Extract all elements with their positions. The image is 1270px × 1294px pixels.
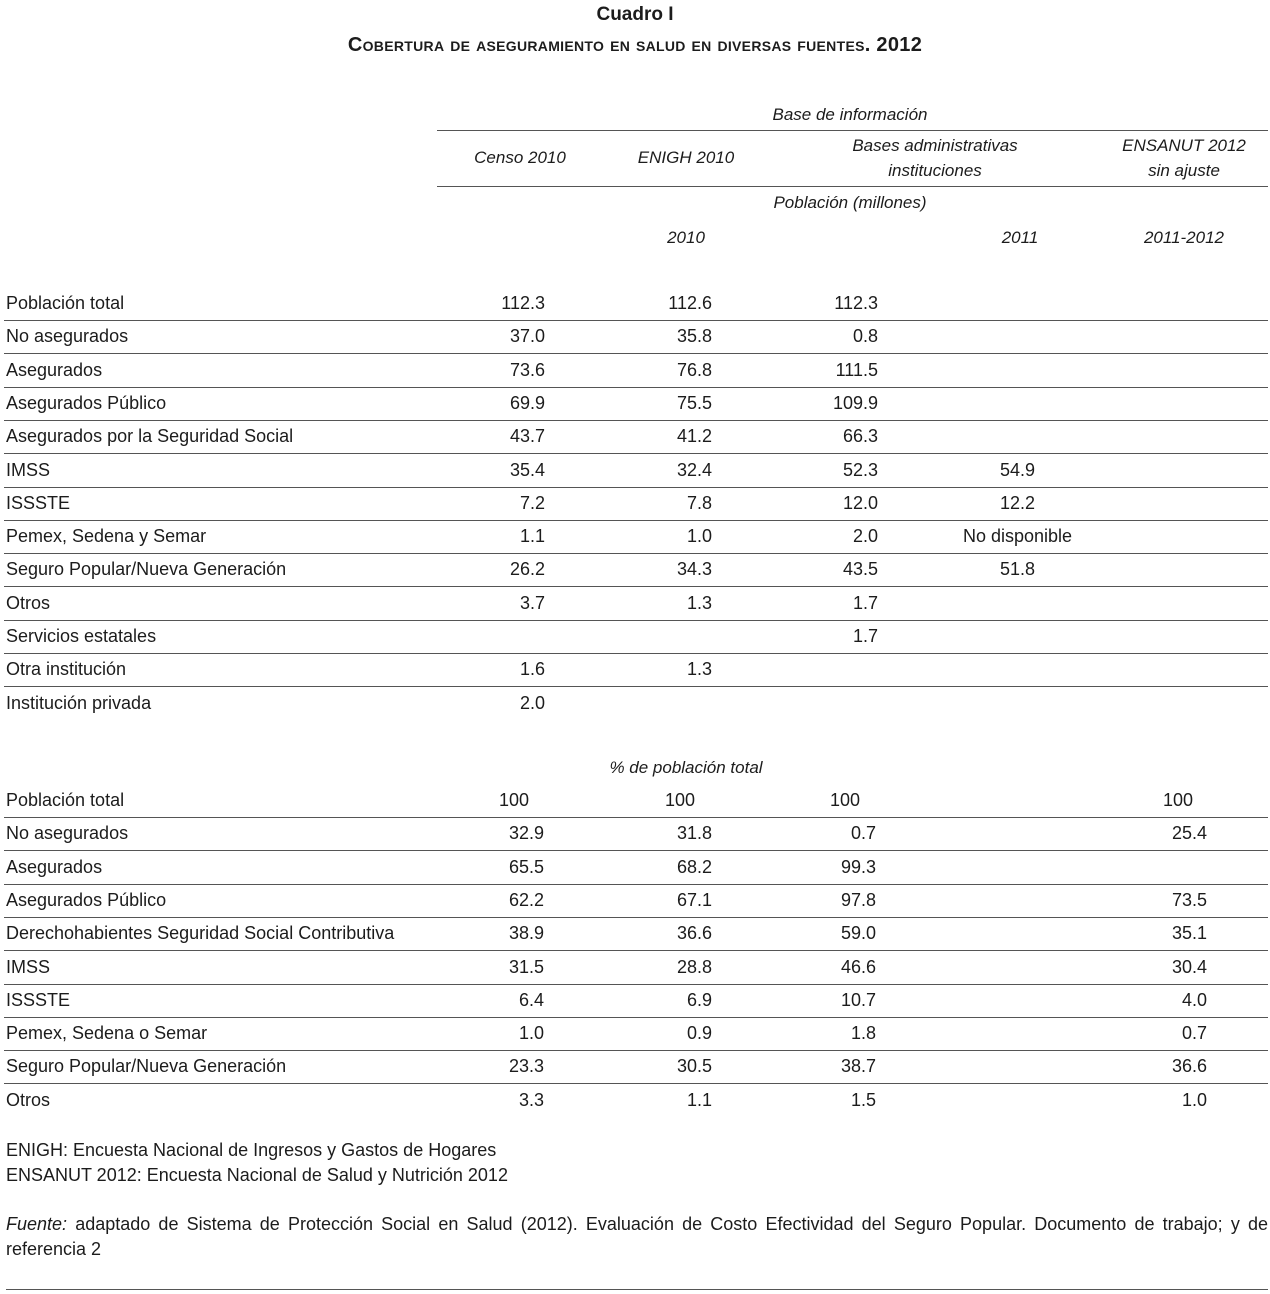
cell-admin-2010: 1.8 xyxy=(850,1023,876,1043)
row-label: ISSSTE xyxy=(6,990,71,1010)
row-divider xyxy=(4,387,1268,388)
cell-enigh: 30.5 xyxy=(676,1056,712,1076)
cell-admin-2010: 112.3 xyxy=(834,293,878,313)
cell-enigh: 0.9 xyxy=(686,1023,712,1043)
cell-censo: 1.1 xyxy=(519,526,545,546)
row-label: Asegurados xyxy=(6,857,103,877)
cell-censo: 26.2 xyxy=(509,559,545,579)
cell-admin-2010: 1.5 xyxy=(850,1090,876,1110)
row-divider xyxy=(4,353,1268,354)
cell-ensanut: 35.1 xyxy=(1171,923,1207,943)
header-rule-top xyxy=(437,130,1268,131)
cell-admin-2010: 1.7 xyxy=(852,626,878,646)
row-divider xyxy=(4,950,1268,951)
cell-enigh: 6.9 xyxy=(686,990,712,1010)
unit-percent: % de población total xyxy=(609,758,763,777)
cell-enigh: 75.5 xyxy=(676,393,712,413)
cell-admin-2011: No disponible xyxy=(962,526,1073,546)
cell-censo: 100 xyxy=(498,790,529,810)
cell-ensanut: 73.5 xyxy=(1171,890,1207,910)
cell-admin-2010: 111.5 xyxy=(835,360,878,380)
cell-censo: 112.3 xyxy=(501,293,545,313)
cell-admin-2010: 1.7 xyxy=(852,593,878,613)
cell-censo: 1.6 xyxy=(519,659,545,679)
cell-admin-2010: 99.3 xyxy=(840,857,876,877)
cell-enigh: 67.1 xyxy=(676,890,712,910)
cell-censo: 23.3 xyxy=(508,1056,544,1076)
row-divider xyxy=(4,553,1268,554)
source-label: Fuente: xyxy=(6,1214,68,1234)
row-divider xyxy=(4,984,1268,985)
cell-ensanut: 100 xyxy=(1162,790,1193,810)
cell-admin-2010: 59.0 xyxy=(840,923,876,943)
row-divider xyxy=(4,850,1268,851)
column-header-censo: Censo 2010 xyxy=(474,148,566,167)
cell-admin-2010: 52.3 xyxy=(842,460,878,480)
cell-enigh: 32.4 xyxy=(676,460,712,480)
cell-admin-2010: 0.7 xyxy=(850,823,876,843)
cell-admin-2011: 54.9 xyxy=(999,460,1036,480)
cell-enigh: 112.6 xyxy=(668,293,712,313)
cell-admin-2010: 66.3 xyxy=(842,426,878,446)
row-label: Asegurados por la Seguridad Social xyxy=(6,426,294,446)
cell-censo: 43.7 xyxy=(509,426,545,446)
row-divider xyxy=(4,917,1268,918)
row-label: Otros xyxy=(6,593,51,613)
unit-millions: Población (millones) xyxy=(773,193,927,212)
cell-admin-2010: 109.9 xyxy=(832,393,878,413)
row-label: No asegurados xyxy=(6,823,129,843)
cell-admin-2010: 46.6 xyxy=(840,957,876,977)
cell-enigh: 35.8 xyxy=(676,326,712,346)
cell-enigh: 1.0 xyxy=(686,526,712,546)
row-divider xyxy=(4,1050,1268,1051)
cell-admin-2010: 43.5 xyxy=(842,559,878,579)
row-label: Derechohabientes Seguridad Social Contributiva xyxy=(6,923,395,943)
cell-censo: 2.0 xyxy=(519,693,545,713)
note-ensanut: ENSANUT 2012: Encuesta Nacional de Salud y Nutrición 2012 xyxy=(6,1165,508,1185)
column-group-header: Base de información xyxy=(772,105,928,124)
row-divider xyxy=(4,653,1268,654)
cell-admin-2011: 12.2 xyxy=(999,493,1036,513)
header-rule-bottom xyxy=(437,186,1268,187)
row-label: No asegurados xyxy=(6,326,129,346)
cell-ensanut: 36.6 xyxy=(1171,1056,1207,1076)
cell-ensanut: 0.7 xyxy=(1181,1023,1207,1043)
row-divider xyxy=(4,620,1268,621)
row-divider xyxy=(4,1017,1268,1018)
row-label: IMSS xyxy=(6,460,51,480)
column-header-ensanut-line1: ENSANUT 2012 xyxy=(1122,136,1246,155)
cell-censo: 7.2 xyxy=(519,493,545,513)
row-divider xyxy=(4,817,1268,818)
row-label: Población total xyxy=(6,790,125,810)
source-text: adaptado de Sistema de Protección Social en Salud (2012). Evaluación de Costo Efectividad del Seguro Popular. Documento de trabajo; y de xyxy=(67,1214,1268,1234)
row-label: Otros xyxy=(6,1090,51,1110)
note-enigh: ENIGH: Encuesta Nacional de Ingresos y Gastos de Hogares xyxy=(6,1140,497,1160)
row-label: Seguro Popular/Nueva Generación xyxy=(6,559,287,579)
cell-enigh: 36.6 xyxy=(676,923,712,943)
row-label: Pemex, Sedena o Semar xyxy=(6,1023,208,1043)
cell-admin-2010: 2.0 xyxy=(852,526,878,546)
row-divider xyxy=(4,320,1268,321)
year-header-2010: 2010 xyxy=(667,228,705,247)
year-header-2011: 2011 xyxy=(1001,228,1039,247)
row-label: IMSS xyxy=(6,957,51,977)
row-divider xyxy=(4,884,1268,885)
row-divider xyxy=(4,1083,1268,1084)
cell-admin-2010: 0.8 xyxy=(852,326,878,346)
row-divider xyxy=(4,453,1268,454)
row-divider xyxy=(4,420,1268,421)
row-label: Asegurados Público xyxy=(6,393,167,413)
table-label: Cuadro I xyxy=(596,4,674,25)
cell-censo: 62.2 xyxy=(508,890,544,910)
cell-enigh: 76.8 xyxy=(676,360,712,380)
cell-ensanut: 30.4 xyxy=(1171,957,1207,977)
cell-admin-2010: 38.7 xyxy=(840,1056,876,1076)
cell-censo: 3.3 xyxy=(518,1090,544,1110)
cell-censo: 73.6 xyxy=(509,360,545,380)
row-label: Asegurados xyxy=(6,360,103,380)
row-label: Pemex, Sedena y Semar xyxy=(6,526,207,546)
row-divider xyxy=(4,586,1268,587)
cell-ensanut: 25.4 xyxy=(1171,823,1207,843)
cell-censo: 37.0 xyxy=(509,326,545,346)
cell-enigh: 31.8 xyxy=(676,823,712,843)
row-divider xyxy=(4,686,1268,687)
cell-enigh: 34.3 xyxy=(676,559,712,579)
row-divider xyxy=(4,487,1268,488)
row-label: Institución privada xyxy=(6,693,152,713)
cell-censo: 65.5 xyxy=(508,857,544,877)
row-label: Población total xyxy=(6,293,125,313)
row-label: Otra institución xyxy=(6,659,127,679)
source-note-line2: referencia 2 xyxy=(6,1239,102,1259)
cell-admin-2010: 10.7 xyxy=(840,990,876,1010)
cell-censo: 32.9 xyxy=(508,823,544,843)
cell-enigh: 1.3 xyxy=(686,593,712,613)
row-divider xyxy=(4,520,1268,521)
year-header-2011-2012: 2011-2012 xyxy=(1143,228,1225,247)
column-header-ensanut-line2: sin ajuste xyxy=(1148,161,1220,180)
cell-enigh: 1.3 xyxy=(686,659,712,679)
column-header-admin-line1: Bases administrativas xyxy=(852,136,1018,155)
cell-ensanut: 4.0 xyxy=(1181,990,1207,1010)
cell-admin-2010: 100 xyxy=(829,790,860,810)
cell-ensanut: 1.0 xyxy=(1181,1090,1207,1110)
cell-enigh: 28.8 xyxy=(676,957,712,977)
cell-censo: 1.0 xyxy=(518,1023,544,1043)
row-label: Servicios estatales xyxy=(6,626,157,646)
cell-admin-2010: 97.8 xyxy=(840,890,876,910)
cell-censo: 35.4 xyxy=(509,460,545,480)
cell-censo: 6.4 xyxy=(518,990,544,1010)
cell-censo: 69.9 xyxy=(509,393,545,413)
row-label: ISSSTE xyxy=(6,493,71,513)
cell-censo: 3.7 xyxy=(519,593,545,613)
cell-enigh: 7.8 xyxy=(686,493,712,513)
cell-enigh: 41.2 xyxy=(676,426,712,446)
cell-admin-2011: 51.8 xyxy=(999,559,1036,579)
table-title: Cobertura de aseguramiento en salud en diversas fuentes. 2012 xyxy=(347,34,923,56)
column-header-admin-line2: instituciones xyxy=(888,161,982,180)
cell-enigh: 68.2 xyxy=(676,857,712,877)
cell-enigh: 1.1 xyxy=(686,1090,712,1110)
footer-rule xyxy=(6,1289,1268,1290)
row-label: Asegurados Público xyxy=(6,890,167,910)
cell-censo: 38.9 xyxy=(508,923,544,943)
source-note-line1 xyxy=(6,1214,1268,1235)
cell-enigh: 100 xyxy=(664,790,695,810)
row-label: Seguro Popular/Nueva Generación xyxy=(6,1056,287,1076)
cell-censo: 31.5 xyxy=(508,957,544,977)
cell-admin-2010: 12.0 xyxy=(842,493,878,513)
column-header-enigh: ENIGH 2010 xyxy=(637,148,735,167)
